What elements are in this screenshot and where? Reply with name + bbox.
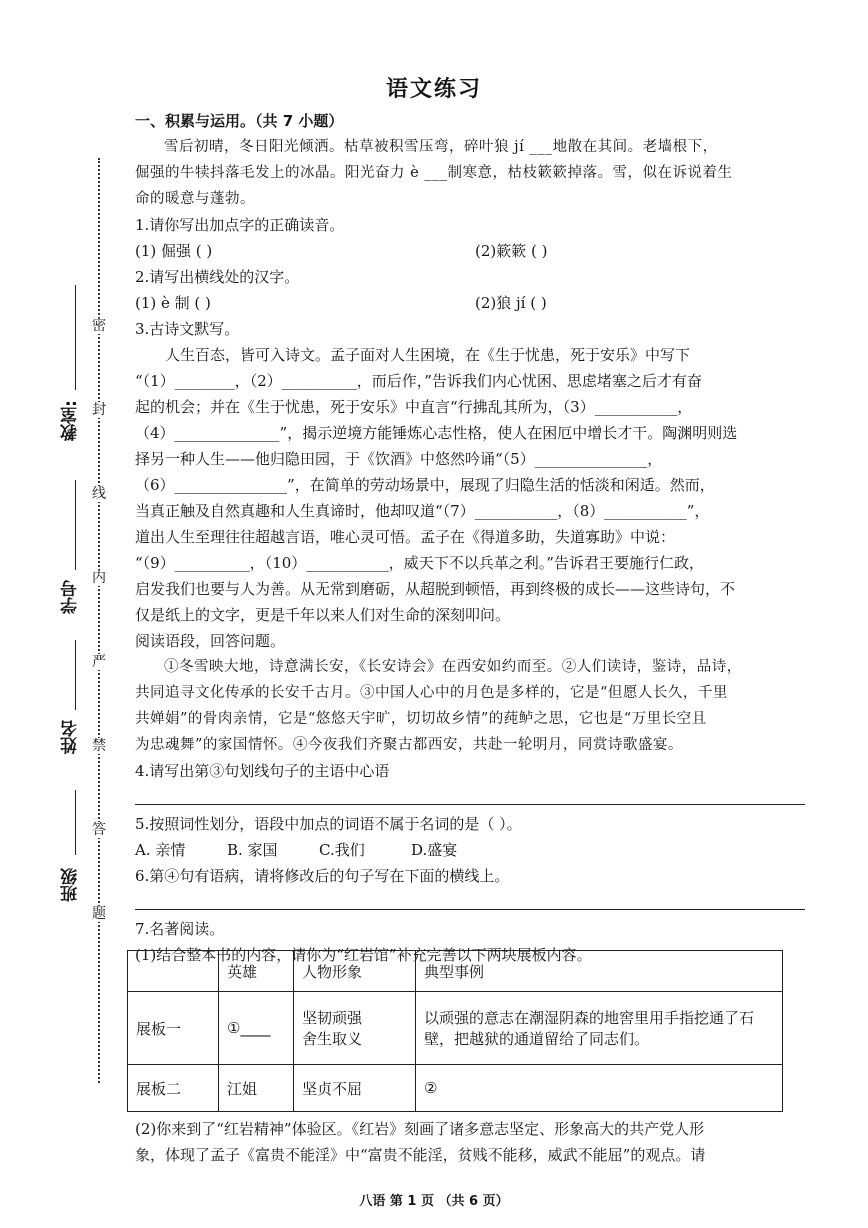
poem-text: 人生百态，皆可入诗文。孟子面对人生困境，在《生于忧患，死于安乐》中写下	[165, 346, 691, 364]
warning-char: 线	[92, 486, 106, 502]
table-header: 英雄	[219, 951, 294, 992]
table-cell: 江姐	[219, 1065, 294, 1112]
warning-char: 答	[92, 822, 106, 838]
option-d[interactable]: D.盛宴	[411, 841, 458, 859]
question-1-answers	[135, 238, 805, 264]
section-heading: 一、积累与运用。（共 7 小题）	[135, 112, 344, 130]
table-cell: 坚贞不屈	[294, 1065, 416, 1112]
poem-text: “（9）__________，（10）___________，威天下不以兵革之利。”告诉君王要施行仁政，	[135, 554, 704, 572]
table-header: 人物形象	[294, 951, 416, 992]
poem-text: 择另一种人生——他归隐田园，于《饮酒》中悠然吟诵“（5）_______________，	[135, 450, 663, 468]
reading-text: 为忠魂舞”的家国情怀。④今夜我们齐聚古都西安，共赴一轮明月，同赏诗歌盛宴。	[135, 737, 683, 753]
reading-intro: 阅读语段，回答问题。	[135, 632, 286, 650]
classroom-blank	[75, 285, 76, 390]
reading-text: 共同追寻文化传承的长安千古月。③中国人心中的月色是多样的，它是“但愿人长久，千里	[135, 685, 728, 701]
name-label: 姓名	[61, 720, 81, 754]
question-5-options	[135, 837, 805, 863]
q6-answer-line[interactable]	[135, 893, 805, 910]
poem-text: （4）______________”，揭示逆境方能锤炼心志性格，使人在困厄中增长才干。陶渊明则选	[135, 424, 738, 442]
student-id-label: 学号	[61, 580, 81, 614]
question-7-part1: (1)结合整本书的内容，请你为“红岩馆”补充完善以下两块展板内容。	[135, 946, 592, 964]
option-c[interactable]: C.我们	[319, 841, 365, 859]
question-6: 6.第④句有语病，请将修改后的句子写在下面的横线上。	[135, 867, 510, 885]
poem-text: “（1）________，（2）__________，而后作，”告诉我们内心忧困、思虑堵塞之后才有奋	[135, 372, 702, 390]
question-3: 3.古诗文默写。	[135, 320, 240, 338]
q1-part1[interactable]: (1) 倔强 ( )	[135, 242, 213, 260]
q7-part2-line: (2)你来到了“红岩精神”体验区。《红岩》刻画了诸多意志坚定、形象高大的共产党人形	[135, 1120, 705, 1138]
poem-text: 仅是纸上的文字，更是千年以来人们对生命的深刻叩问。	[135, 606, 511, 624]
poem-text: 当真正触及自然真趣和人生真谛时，他却叹道“（7）___________，（8）___________”，	[135, 502, 710, 520]
warning-char: 密	[92, 318, 106, 334]
table-cell[interactable]: ②	[416, 1065, 783, 1112]
option-b[interactable]: B. 家国	[227, 841, 278, 859]
table-cell: 以顽强的意志在潮湿阴森的地窖里用手指挖通了石壁，把越狱的通道留给了同志们。	[416, 992, 783, 1065]
q7-part2-line: 象，体现了孟子《富贵不能淫》中“富贵不能淫，贫贱不能移，威武不能屈”的观点。请	[135, 1146, 706, 1164]
question-2-answers	[135, 290, 805, 316]
option-a[interactable]: A. 亲情	[135, 841, 186, 859]
question-2: 2.请写出横线处的汉字。	[135, 268, 300, 286]
passage-line: 雪后初晴，冬日阳光倾洒。枯草被积雪压弯，碎叶狼 jí ___地散在其间。老墙根下，	[164, 139, 718, 155]
poem-text: （6）_______________”，在简单的劳动场景中，展现了归隐生活的恬淡和闲适。然而，	[135, 476, 715, 494]
question-1: 1.请你写出加点字的正确读音。	[135, 216, 345, 234]
q1-part2[interactable]: (2)簌簌 ( )	[475, 242, 548, 260]
question-5: 5.按照词性划分，语段中加点的词语不属于名词的是（ ）。	[135, 815, 522, 833]
question-7: 7.名著阅读。	[135, 920, 225, 938]
poem-text: 起的机会；并在《生于忧患，死于安乐》中直言“行拂乱其所为，（3）___________，	[135, 398, 693, 416]
reading-text: ①冬雪映大地，诗意满长安，《长安诗会》在西安如约而至。②人们读诗，鉴诗，品诗，	[164, 659, 742, 675]
table-cell: 坚韧顽强 舍生取义	[294, 992, 416, 1065]
table-row	[128, 992, 783, 1065]
page-title: 语文练习	[385, 77, 482, 102]
table-header: 典型事例	[416, 951, 783, 992]
table-cell: 展板一	[128, 992, 219, 1065]
poem-text: 启发我们也要与人为善。从无常到磨砺，从超脱到顿悟，再到终极的成长——这些诗句，不	[135, 580, 736, 598]
table-header-row	[128, 951, 783, 992]
class-label: 班级	[61, 868, 81, 902]
page-footer: 八语 第 1 页 （共 6 页）	[359, 1194, 509, 1209]
q4-answer-line[interactable]	[135, 788, 805, 805]
passage-line: 倔强的牛犊抖落毛发上的冰晶。阳光奋力 è ___制寒意，枯枝簌簌掉落。雪，似在诉说着生	[135, 165, 733, 181]
warning-char: 题	[92, 906, 106, 922]
warning-char: 严	[92, 654, 106, 670]
exhibit-table	[127, 950, 783, 1112]
binding-dashed-line	[98, 158, 100, 1083]
reading-text: 共婵娟”的骨肉亲情，它是“悠悠天宇旷，切切故乡情”的莼鲈之思，它也是“万里长空且	[135, 711, 707, 727]
warning-char: 禁	[92, 738, 106, 754]
q2-part1[interactable]: (1) è 制 ( )	[135, 294, 211, 312]
classroom-label: 教室:	[61, 400, 81, 441]
main-content	[135, 108, 805, 968]
table-header	[128, 951, 219, 992]
question-7-part2	[135, 1116, 805, 1168]
name-blank	[75, 640, 76, 710]
warning-char: 内	[92, 570, 106, 586]
poem-text: 道出人生至理往往超越言语，唯心灵可悟。孟子在《得道多助，失道寡助》中说：	[135, 528, 676, 546]
question-4: 4.请写出第③句划线句子的主语中心语	[135, 762, 390, 780]
q2-part2[interactable]: (2)狼 jí ( )	[475, 294, 547, 312]
warning-char: 封	[92, 402, 106, 418]
class-blank	[75, 790, 76, 855]
table-cell: 展板二	[128, 1065, 219, 1112]
table-cell[interactable]: ①____	[219, 992, 294, 1065]
student-id-blank	[75, 480, 76, 570]
table-row	[128, 1065, 783, 1112]
passage-line: 命的暖意与蓬勃。	[135, 191, 255, 207]
